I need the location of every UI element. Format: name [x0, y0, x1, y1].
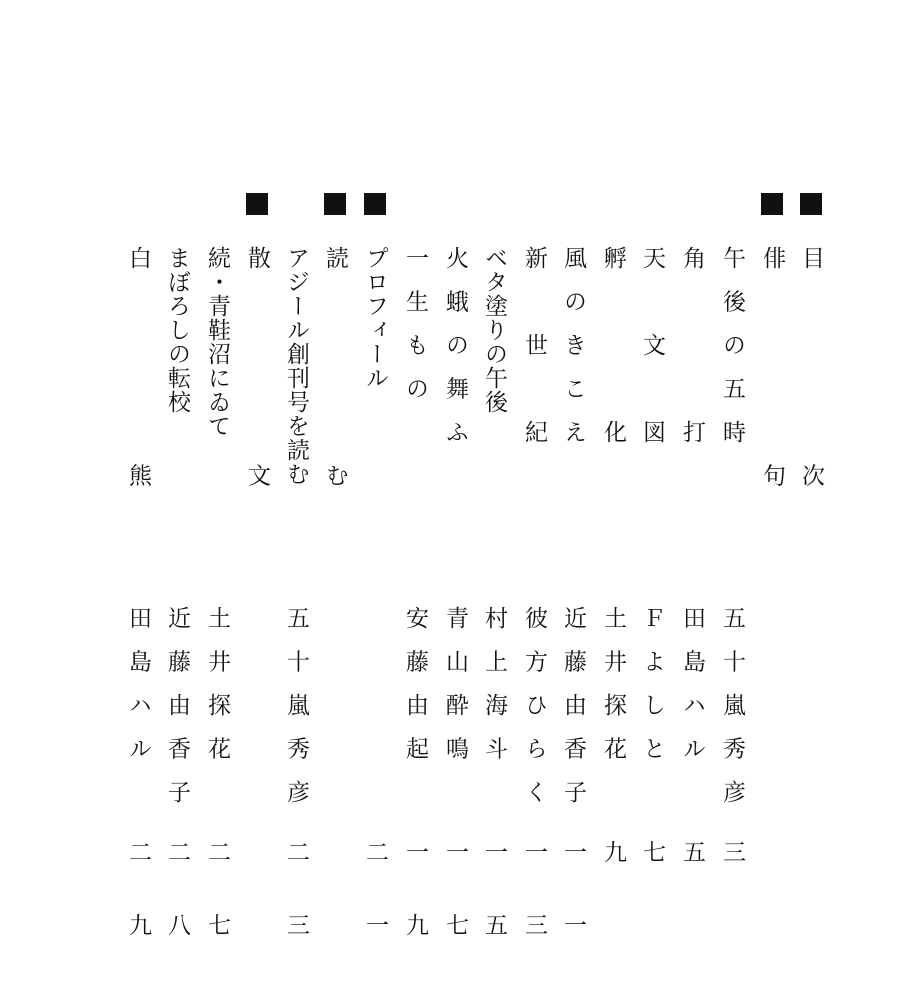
- section-title-sanbun: 散 文: [244, 246, 270, 507]
- section-column-sanbun: [237, 0, 277, 920]
- section-title-yomu: 読 む: [322, 246, 348, 507]
- entry-author: 村上海斗: [481, 606, 507, 780]
- section-title-haiku: 俳 句: [759, 246, 785, 507]
- entry-title[interactable]: 白 熊: [125, 246, 151, 507]
- entry-title[interactable]: 続・青鞋沼にゐて: [204, 246, 230, 438]
- entry-column-betanuri[interactable]: [474, 0, 514, 986]
- entry-page-number: 一一: [560, 840, 586, 986]
- entry-page-number: 二七: [204, 840, 230, 986]
- entry-page-number: 一三: [521, 840, 547, 986]
- entry-title[interactable]: ベタ塗りの午後: [481, 246, 507, 414]
- entry-page-number: 一九: [402, 840, 428, 986]
- heading-column-contents: [791, 0, 831, 920]
- entry-page-number: 三: [719, 840, 745, 913]
- entry-column-maboroshi[interactable]: [157, 0, 197, 986]
- entry-title[interactable]: 角 打: [679, 246, 705, 464]
- section-marker: [761, 193, 783, 215]
- entry-column-hakuyu[interactable]: [118, 0, 158, 986]
- entry-page-number: 二三: [283, 840, 309, 986]
- entry-page-number: 五: [679, 840, 705, 913]
- entry-page-number: 一七: [442, 840, 468, 986]
- entry-author: Ｆよしと: [639, 606, 665, 780]
- entry-column-tenmonzu[interactable]: [632, 0, 672, 920]
- entry-author: 近藤由香子: [560, 606, 586, 824]
- entry-column-shinseiki[interactable]: [514, 0, 554, 986]
- entry-page-number: 一五: [481, 840, 507, 986]
- section-title-profile[interactable]: プロフィール: [362, 246, 388, 390]
- entry-column-asile[interactable]: [276, 0, 316, 986]
- entry-title[interactable]: 午後の五時: [719, 246, 745, 464]
- entry-title[interactable]: 天 文 図: [639, 246, 665, 464]
- section-marker: [246, 193, 268, 215]
- entry-title[interactable]: アジール創刊号を読む: [283, 246, 309, 486]
- entry-page-number: 二八: [164, 840, 190, 986]
- entry-column-kakuda[interactable]: [672, 0, 712, 920]
- section-marker: [800, 193, 822, 215]
- entry-author: 土井探花: [204, 606, 230, 780]
- entry-title[interactable]: 新 世 紀: [521, 246, 547, 464]
- entry-title[interactable]: 一生もの: [402, 246, 428, 420]
- entry-author: 土井探花: [600, 606, 626, 780]
- entry-title[interactable]: まぼろしの転校: [164, 246, 190, 414]
- entry-title[interactable]: 風のきこえ: [560, 246, 586, 464]
- entry-column-fuka[interactable]: [593, 0, 633, 920]
- entry-author: 五十嵐秀彦: [719, 606, 745, 824]
- entry-author: 彼方ひらく: [521, 606, 547, 824]
- entry-page-number: 七: [639, 840, 665, 913]
- section-marker: [324, 193, 346, 215]
- entry-page-number: 二一: [362, 840, 388, 986]
- entry-title[interactable]: 孵 化: [600, 246, 626, 464]
- entry-author: 田島ハル: [679, 606, 705, 780]
- entry-column-isshoumono[interactable]: [395, 0, 435, 986]
- entry-author: 五十嵐秀彦: [283, 606, 309, 824]
- entry-author: 安藤由起: [402, 606, 428, 780]
- section-marker: [364, 193, 386, 215]
- entry-author: 青山酔鳴: [442, 606, 468, 780]
- entry-column-higa-no-mau[interactable]: [435, 0, 475, 986]
- entry-author: 田島ハル: [125, 606, 151, 780]
- entry-title[interactable]: 火蛾の舞ふ: [442, 246, 468, 464]
- toc-heading-contents: 目 次: [798, 246, 824, 507]
- entry-page-number: 二九: [125, 840, 151, 986]
- entry-column-zoku-aonuma[interactable]: [197, 0, 237, 986]
- entry-page-number: 九: [600, 840, 626, 913]
- entry-column-kaze-no-kikoe[interactable]: [553, 0, 593, 986]
- section-column-yomu: [315, 0, 355, 920]
- section-column-profile[interactable]: [355, 0, 395, 986]
- entry-column-gogo-no-goji[interactable]: [712, 0, 752, 920]
- section-column-haiku: [752, 0, 792, 920]
- entry-author: 近藤由香子: [164, 606, 190, 824]
